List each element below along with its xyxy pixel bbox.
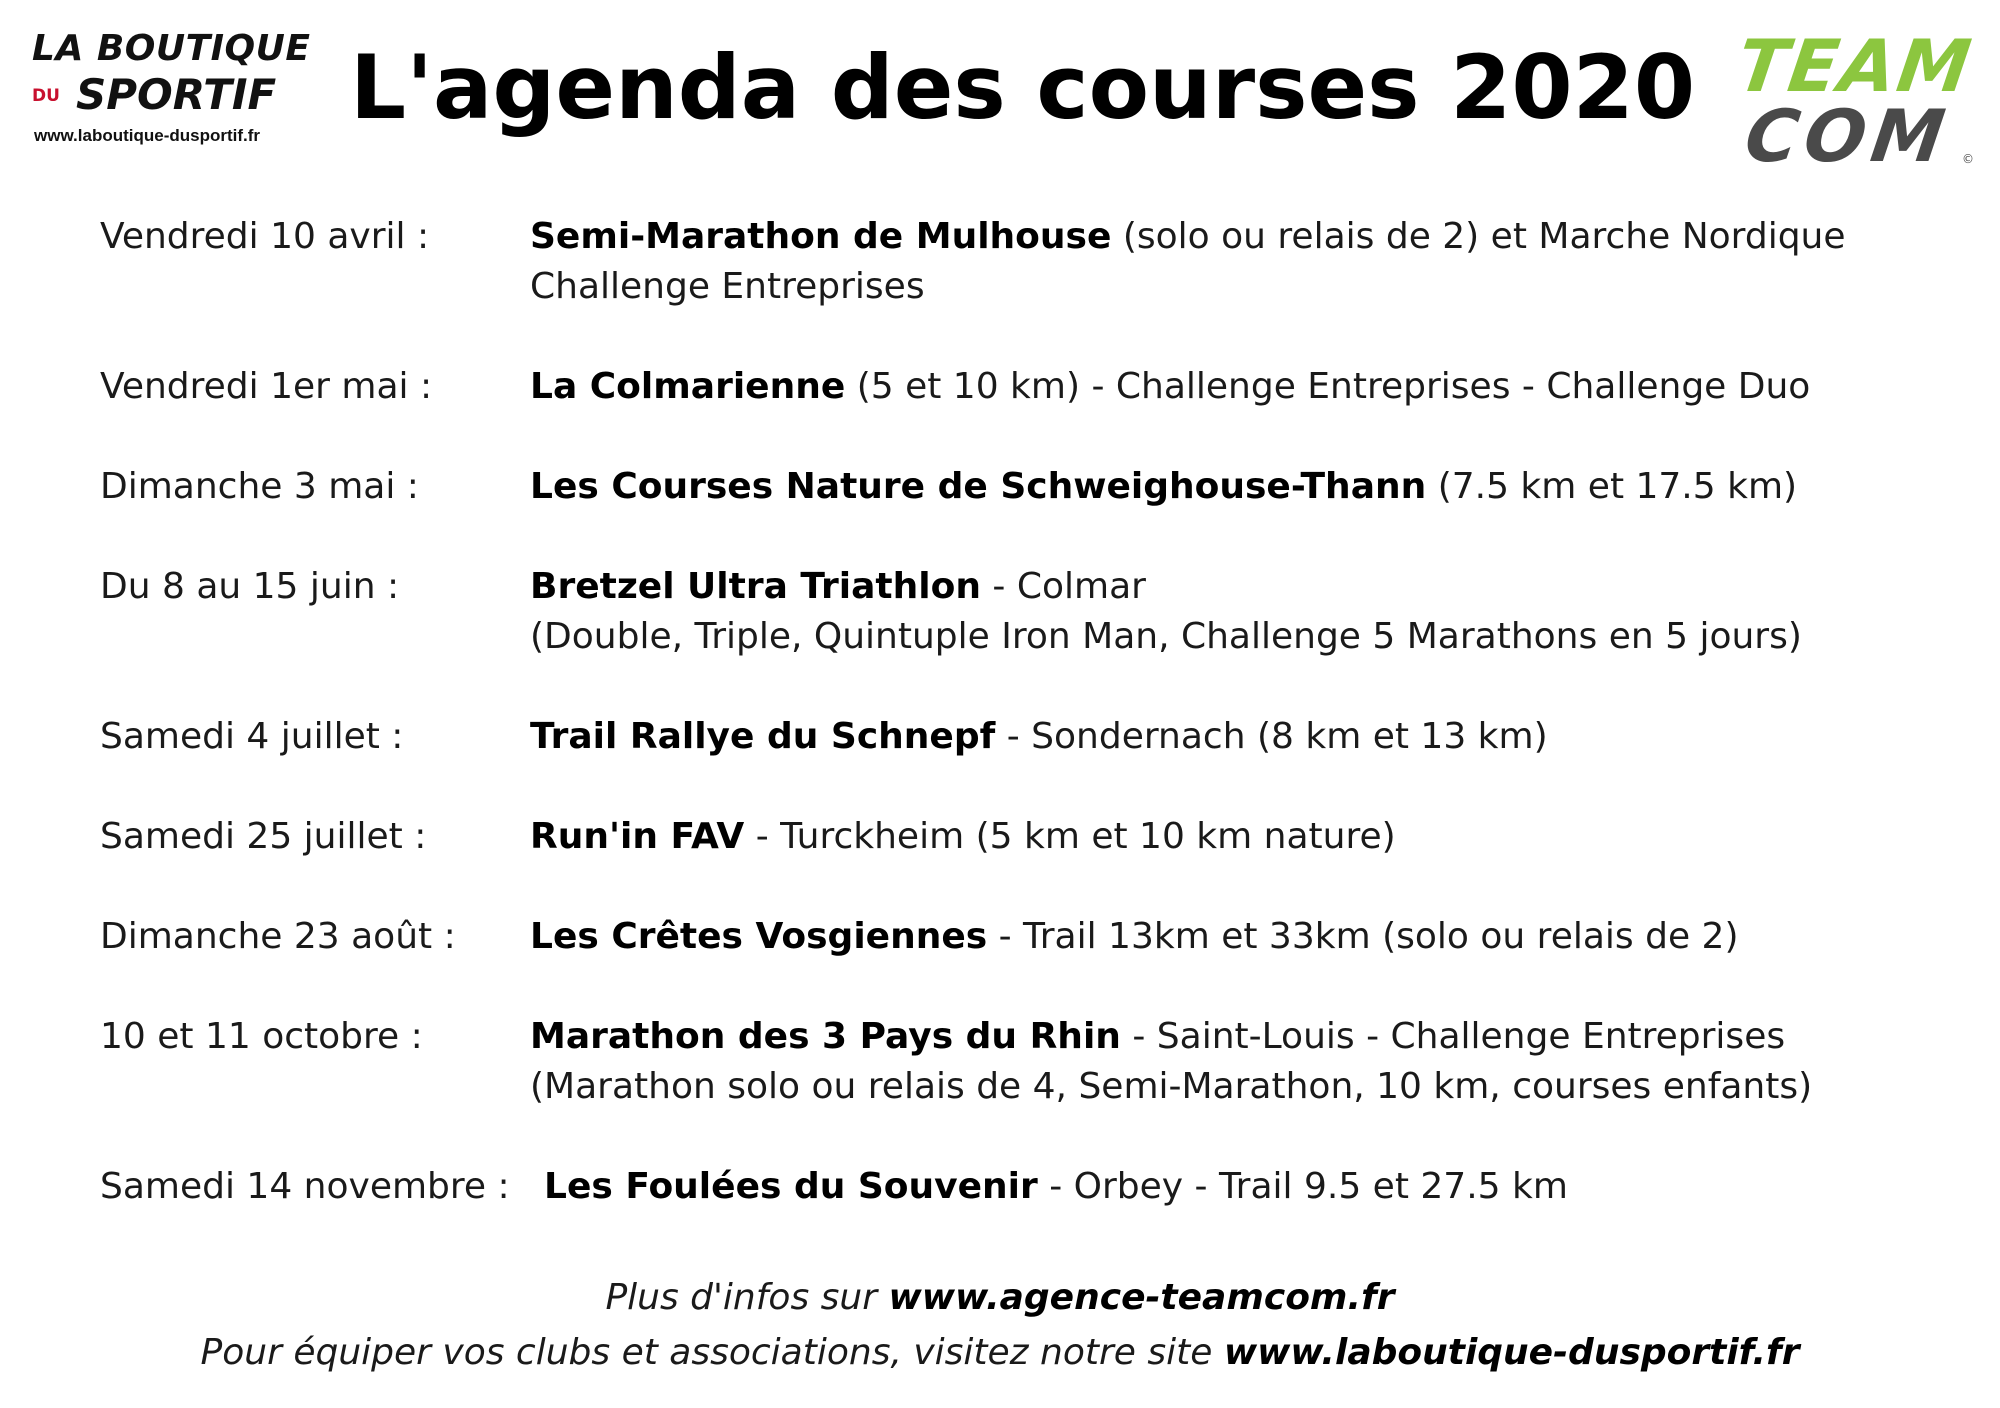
boutique-link[interactable]: www.laboutique-dusportif.fr bbox=[1223, 1332, 1800, 1373]
event-name: Les Crêtes Vosgiennes bbox=[530, 916, 988, 957]
event-date: Samedi 14 novembre : bbox=[100, 1166, 510, 1207]
event-detail: (7.5 km et 17.5 km) bbox=[1426, 466, 1798, 507]
footer-line2 bbox=[0, 1325, 2000, 1380]
event-detail: - Orbey - Trail 9.5 et 27.5 km bbox=[1037, 1166, 1568, 1207]
event-name: La Colmarienne bbox=[530, 366, 846, 407]
event-detail: - Colmar bbox=[980, 566, 1146, 607]
event-date: Vendredi 1er mai : bbox=[100, 366, 433, 407]
event-name: Marathon des 3 Pays du Rhin bbox=[530, 1016, 1121, 1057]
event-detail: - Trail 13km et 33km (solo ou relais de 2) bbox=[987, 916, 1739, 957]
event-date: Dimanche 23 août : bbox=[100, 916, 456, 957]
event-date: Du 8 au 15 juin : bbox=[100, 566, 400, 607]
event-name: Semi-Marathon de Mulhouse bbox=[530, 216, 1112, 257]
footer-line1 bbox=[0, 1270, 2000, 1325]
event-detail: - Sondernach (8 km et 13 km) bbox=[995, 716, 1548, 757]
event-detail: (solo ou relais de 2) et Marche Nordique bbox=[1111, 216, 1846, 257]
event-item bbox=[100, 812, 1960, 862]
event-name: Run'in FAV bbox=[530, 816, 745, 857]
event-name: Les Foulées du Souvenir bbox=[544, 1166, 1038, 1207]
event-item bbox=[100, 712, 1960, 762]
event-detail-line2: (Double, Triple, Quintuple Iron Man, Challenge 5 Marathons en 5 jours) bbox=[530, 616, 1802, 657]
event-item bbox=[100, 1162, 1960, 1212]
logo-left-du: DU bbox=[32, 86, 60, 106]
footer-line2-text: Pour équiper vos clubs et associations, visitez notre site bbox=[200, 1332, 1224, 1373]
event-detail-line2: (Marathon solo ou relais de 4, Semi-Marathon, 10 km, courses enfants) bbox=[530, 1066, 1813, 1107]
event-date: Dimanche 3 mai : bbox=[100, 466, 419, 507]
event-item bbox=[100, 362, 1960, 412]
event-detail: - Saint-Louis - Challenge Entreprises bbox=[1120, 1016, 1786, 1057]
events-list bbox=[100, 212, 1960, 1262]
event-name: Trail Rallye du Schnepf bbox=[530, 716, 996, 757]
event-date: Samedi 4 juillet : bbox=[100, 716, 404, 757]
logo-left-line2: SPORTIF bbox=[76, 70, 277, 119]
footer bbox=[0, 1270, 2000, 1380]
footer-line1-text: Plus d'infos sur bbox=[605, 1277, 889, 1318]
event-detail-line2: Challenge Entreprises bbox=[530, 266, 925, 307]
event-detail: (5 et 10 km) - Challenge Entreprises - Challenge Duo bbox=[845, 366, 1811, 407]
event-item bbox=[100, 912, 1960, 962]
event-name: Bretzel Ultra Triathlon bbox=[530, 566, 981, 607]
registered-icon: © bbox=[1962, 152, 1974, 166]
agence-teamcom-link[interactable]: www.agence-teamcom.fr bbox=[888, 1277, 1395, 1318]
teamcom-logo bbox=[1700, 24, 1980, 178]
event-detail: - Turckheim (5 km et 10 km nature) bbox=[744, 816, 1396, 857]
logo-right-team: TEAM bbox=[1732, 24, 1978, 108]
event-item bbox=[100, 562, 1960, 662]
event-name: Les Courses Nature de Schweighouse-Thann bbox=[530, 466, 1427, 507]
logo-left-url: www.laboutique-dusportif.fr bbox=[34, 126, 261, 145]
event-date: 10 et 11 octobre : bbox=[100, 1016, 423, 1057]
page-title: L'agenda des courses 2020 bbox=[350, 36, 1696, 139]
event-item bbox=[100, 462, 1960, 512]
event-date: Vendredi 10 avril : bbox=[100, 216, 430, 257]
logo-right-com: COM bbox=[1740, 94, 1956, 178]
event-date: Samedi 25 juillet : bbox=[100, 816, 427, 857]
boutique-du-sportif-logo bbox=[28, 26, 311, 156]
logo-left-line1: LA BOUTIQUE bbox=[32, 28, 311, 69]
event-item bbox=[100, 212, 1960, 312]
event-item bbox=[100, 1012, 1960, 1112]
